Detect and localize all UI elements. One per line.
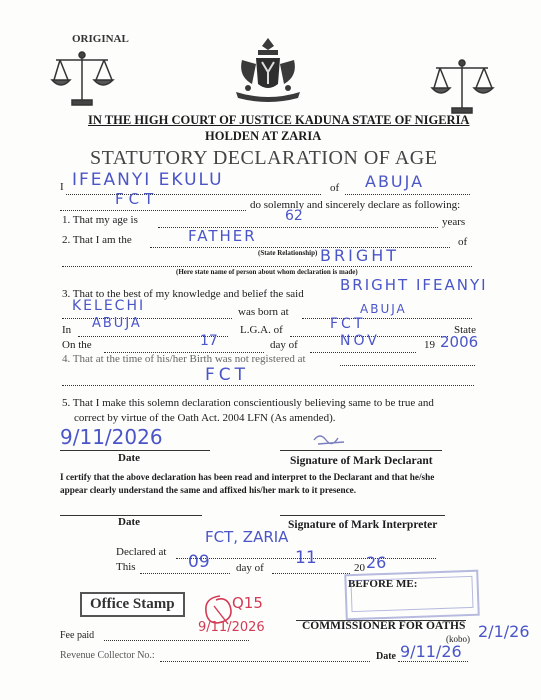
year-prefix-2: 20 — [354, 562, 365, 574]
revenue-collector-label: Revenue Collector No.: — [60, 650, 155, 661]
age-value: 62 — [285, 208, 303, 224]
of-label: of — [330, 182, 340, 194]
born-at-label: was born at — [238, 306, 289, 318]
this-month-line — [272, 573, 350, 574]
interpreter-signature-line — [280, 515, 445, 516]
subject-surname: KELECHI — [72, 298, 146, 314]
declarant-name: IFEANYI EKULU — [72, 170, 224, 190]
day-of-label: day of — [270, 339, 298, 351]
item-5-line-2: correct by virtue of the Oath Act. 2004 LFN (As amended). — [74, 412, 336, 424]
residence-fct: FCT — [115, 190, 159, 208]
office-stamp-box: Office Stamp — [80, 592, 185, 617]
page-title: STATUTORY DECLARATION OF AGE — [90, 147, 438, 169]
commissioner-label: COMMISSIONER FOR OATHS — [302, 620, 466, 632]
on-the-label: On the — [62, 339, 92, 351]
date-line — [60, 450, 210, 451]
declarant-prefix: I — [60, 181, 64, 193]
certify-line-2: appear clearly understand the same and affixed his/her mark to it presence. — [60, 485, 357, 495]
day-of-label-2: day of — [236, 562, 264, 574]
sign-date: 9/11/2026 — [60, 425, 163, 449]
declarant-signature-line — [280, 450, 442, 451]
stamp-signature: Q15 — [232, 594, 263, 612]
this-label: This — [116, 561, 136, 573]
declarant-signature-label: Signature of Mark Declarant — [290, 455, 433, 467]
date-label: Date — [118, 452, 140, 464]
coat-of-arms-icon — [228, 36, 308, 108]
declared-at-label: Declared at — [116, 546, 167, 558]
declarant-mark-icon — [310, 428, 350, 448]
scales-of-justice-right-icon — [430, 58, 495, 116]
item-5-line-1: 5. That I make this solemn declaration conscientiously believing same to be true and — [62, 397, 434, 409]
lga-label: L.G.A. of — [240, 324, 283, 336]
certify-line-1: I certify that the above declaration has been read and interpret to the Declarant and that he/she — [60, 472, 435, 482]
fee-paid-label: Fee paid — [60, 630, 95, 641]
of-place: ABUJA — [365, 172, 425, 191]
item-4-label: 4. That at the time of his/her Birth was not registered at — [62, 353, 306, 365]
state-relationship-hint: (State Relationship) — [258, 249, 318, 257]
relationship-line — [150, 247, 450, 248]
relationship-value: FATHER — [188, 227, 257, 245]
not-registered-at-value: FCT — [205, 365, 250, 385]
in-label: In — [62, 324, 72, 336]
registered-at-line — [340, 365, 475, 366]
year-prefix: 19 — [424, 339, 435, 351]
this-year: 26 — [366, 553, 387, 572]
registered-place-line — [62, 385, 474, 386]
fee-paid-line — [104, 640, 249, 641]
month-line — [310, 352, 416, 353]
of-label-2: of — [458, 236, 468, 248]
born-at-value: ABUJA — [360, 302, 407, 316]
this-month: 11 — [295, 548, 317, 568]
court-heading: IN THE HIGH COURT OF JUSTICE KADUNA STATE OF NIGERIA — [88, 113, 470, 127]
date-line-3 — [398, 661, 468, 662]
day-value: 17 — [200, 333, 218, 349]
item-1-label: 1. That my age is — [62, 214, 138, 226]
interpreter-signature-label: Signature of Mark Interpreter — [288, 519, 438, 531]
years-label: years — [442, 216, 466, 228]
declarant-name-line — [66, 194, 321, 195]
residence-line — [60, 210, 246, 211]
this-day: 09 — [188, 552, 210, 572]
born-at-line — [302, 318, 472, 319]
before-me-label: BEFORE ME: — [348, 578, 418, 590]
birth-year: 2006 — [440, 333, 479, 351]
state-label: State — [454, 324, 476, 336]
lga-value: FCT — [330, 316, 366, 332]
subject-name-line — [62, 266, 472, 267]
in-place-value: ABUJA — [92, 316, 142, 331]
fee-date: 9/11/2026 — [198, 620, 265, 635]
surname-line — [62, 318, 232, 319]
declared-place: FCT, ZARIA — [205, 528, 289, 546]
date-label-2: Date — [118, 516, 140, 528]
scales-of-justice-left-icon — [50, 50, 115, 108]
month-value: NOV — [340, 333, 380, 349]
item-2-label: 2. That I am the — [62, 234, 132, 246]
original-label: ORIGINAL — [72, 33, 129, 45]
kobo-label: (kobo) — [446, 634, 470, 644]
bottom-date: 9/11/26 — [400, 642, 462, 661]
of-place-line — [345, 194, 470, 195]
item-3-label: 3. That to the best of my knowledge and belief the said — [62, 288, 304, 300]
solemn-statement: do solemnly and sincerely declare as following: — [250, 199, 461, 211]
court-location: HOLDEN AT ZARIA — [205, 129, 322, 143]
subject-name-1: BRIGHT — [320, 246, 400, 265]
subject-name-2: BRIGHT IFEANYI — [340, 276, 488, 294]
official-stamp — [344, 570, 480, 621]
kobo-amount: 2/1/26 — [478, 622, 530, 641]
revenue-collector-line — [160, 661, 370, 662]
date-label-3: Date — [376, 651, 396, 662]
name-hint: (Here state name of person about whom declaration is made) — [176, 268, 358, 276]
this-day-line — [140, 573, 230, 574]
